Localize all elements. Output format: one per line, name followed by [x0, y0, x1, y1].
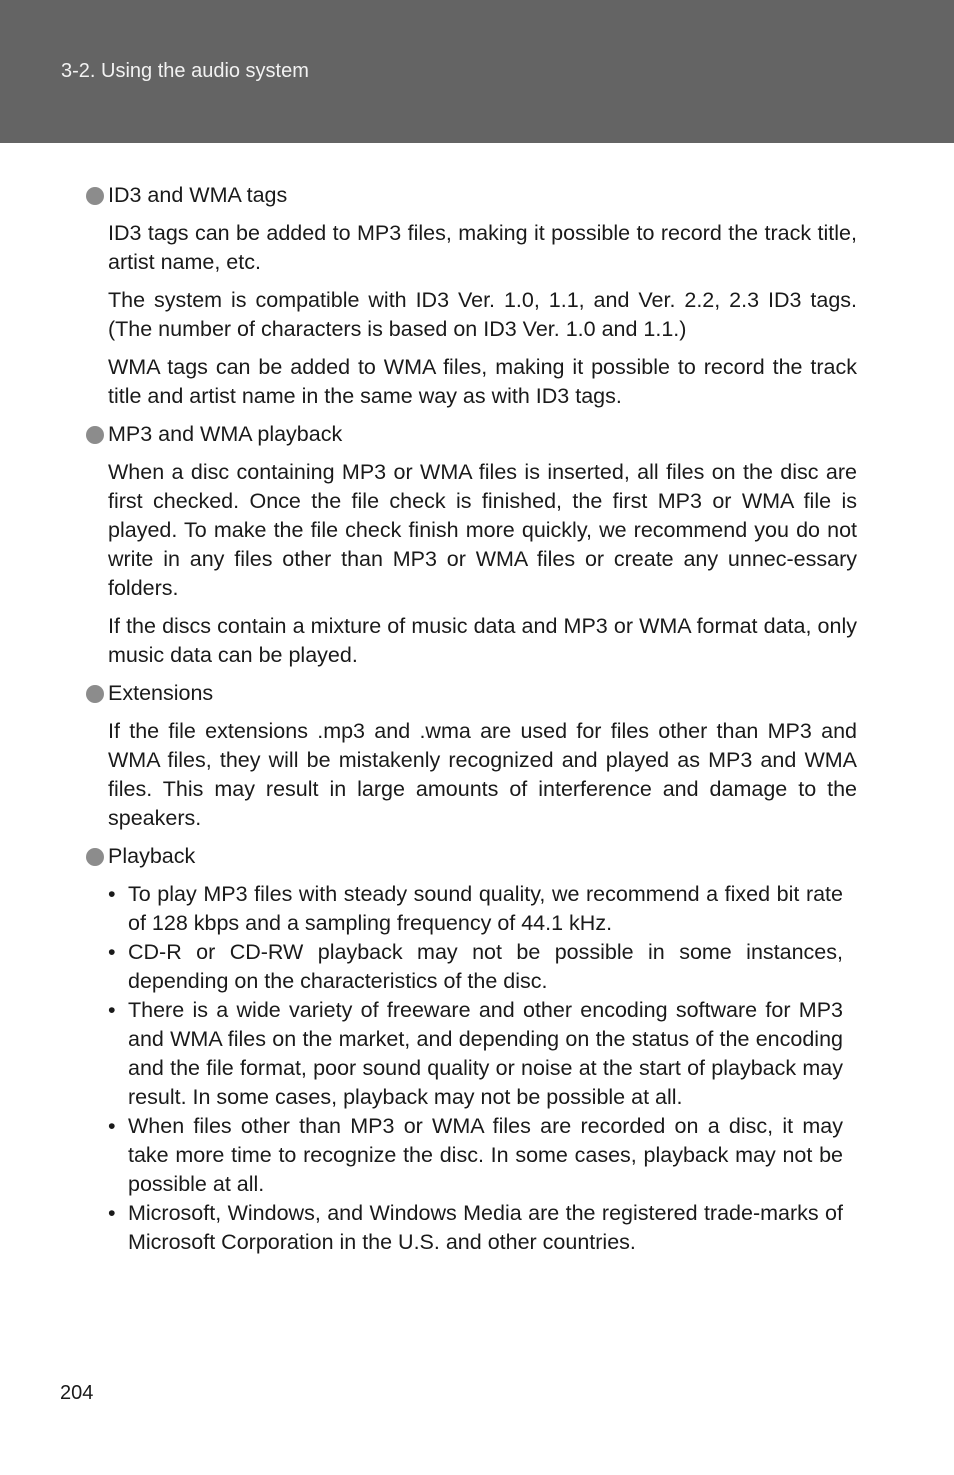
list-item — [108, 938, 843, 996]
page-content — [86, 181, 857, 1257]
playback-notes-list — [108, 880, 843, 1257]
section-heading — [86, 420, 857, 449]
list-item — [108, 880, 843, 938]
paragraph: The system is compatible with ID3 Ver. 1.0, 1.1, and Ver. 2.2, 2.3 ID3 tags. (The number of characters is based on ID3 Ver. 1.0 and 1.1.) — [108, 288, 857, 341]
page-header-band — [0, 0, 954, 143]
heading-text: ID3 and WMA tags — [108, 183, 288, 207]
section-title: 3-2. Using the audio system — [61, 60, 309, 82]
paragraph: If the discs contain a mixture of music data and MP3 or WMA format data, only music data can be played. — [108, 614, 857, 667]
list-marker: • — [108, 882, 116, 906]
heading-text: Playback — [108, 844, 196, 868]
paragraph: ID3 tags can be added to MP3 files, making it possible to record the track title, artist name, etc. — [108, 221, 857, 274]
section-mp3-wma-playback — [86, 420, 857, 670]
paragraph: When a disc containing MP3 or WMA files is inserted, all files on the disc are first checked. Once the file check is finished, the first MP3 or WMA file is played. To make the file check finish more quickly, we recommend you do not write in any files other than MP3 or WMA files or create any unnec-essary folders. — [108, 460, 857, 600]
section-extensions — [86, 679, 857, 833]
circle-bullet-icon — [86, 848, 104, 866]
list-marker: • — [108, 940, 116, 964]
list-item — [108, 1199, 843, 1257]
section-id3-wma-tags — [86, 181, 857, 411]
section-heading — [86, 842, 857, 871]
list-item — [108, 996, 843, 1112]
list-marker: • — [108, 998, 116, 1022]
section-playback — [86, 842, 857, 1257]
heading-text: MP3 and WMA playback — [108, 422, 343, 446]
list-marker: • — [108, 1114, 116, 1138]
circle-bullet-icon — [86, 426, 104, 444]
list-item-text: CD-R or CD-RW playback may not be possible in some instances, depending on the characteristics of the disc. — [128, 940, 843, 993]
list-item-text: When files other than MP3 or WMA files are recorded on a disc, it may take more time to recognize the disc. In some cases, playback may not be possible at all. — [128, 1114, 843, 1196]
section-heading — [86, 181, 857, 210]
heading-text: Extensions — [108, 681, 214, 705]
section-heading — [86, 679, 857, 708]
list-marker: • — [108, 1201, 116, 1225]
circle-bullet-icon — [86, 685, 104, 703]
circle-bullet-icon — [86, 187, 104, 205]
list-item-text: To play MP3 files with steady sound quality, we recommend a fixed bit rate of 128 kbps and a sampling frequency of 44.1 kHz. — [128, 882, 843, 935]
list-item-text: Microsoft, Windows, and Windows Media are the registered trade-marks of Microsoft Corporation in the U.S. and other countries. — [128, 1201, 843, 1254]
paragraph: WMA tags can be added to WMA files, making it possible to record the track title and artist name in the same way as with ID3 tags. — [108, 355, 857, 408]
list-item-text: There is a wide variety of freeware and other encoding software for MP3 and WMA files on the market, and depending on the status of the encoding and the file format, poor sound quality or noise at the start of playback may result. In some cases, playback may not be possible at all. — [128, 998, 843, 1109]
paragraph: If the file extensions .mp3 and .wma are used for files other than MP3 and WMA files, they will be mistakenly recognized and played as MP3 and WMA files. This may result in large amounts of interference and damage to the speakers. — [108, 719, 857, 830]
page-number: 204 — [60, 1382, 94, 1404]
list-item — [108, 1112, 843, 1199]
